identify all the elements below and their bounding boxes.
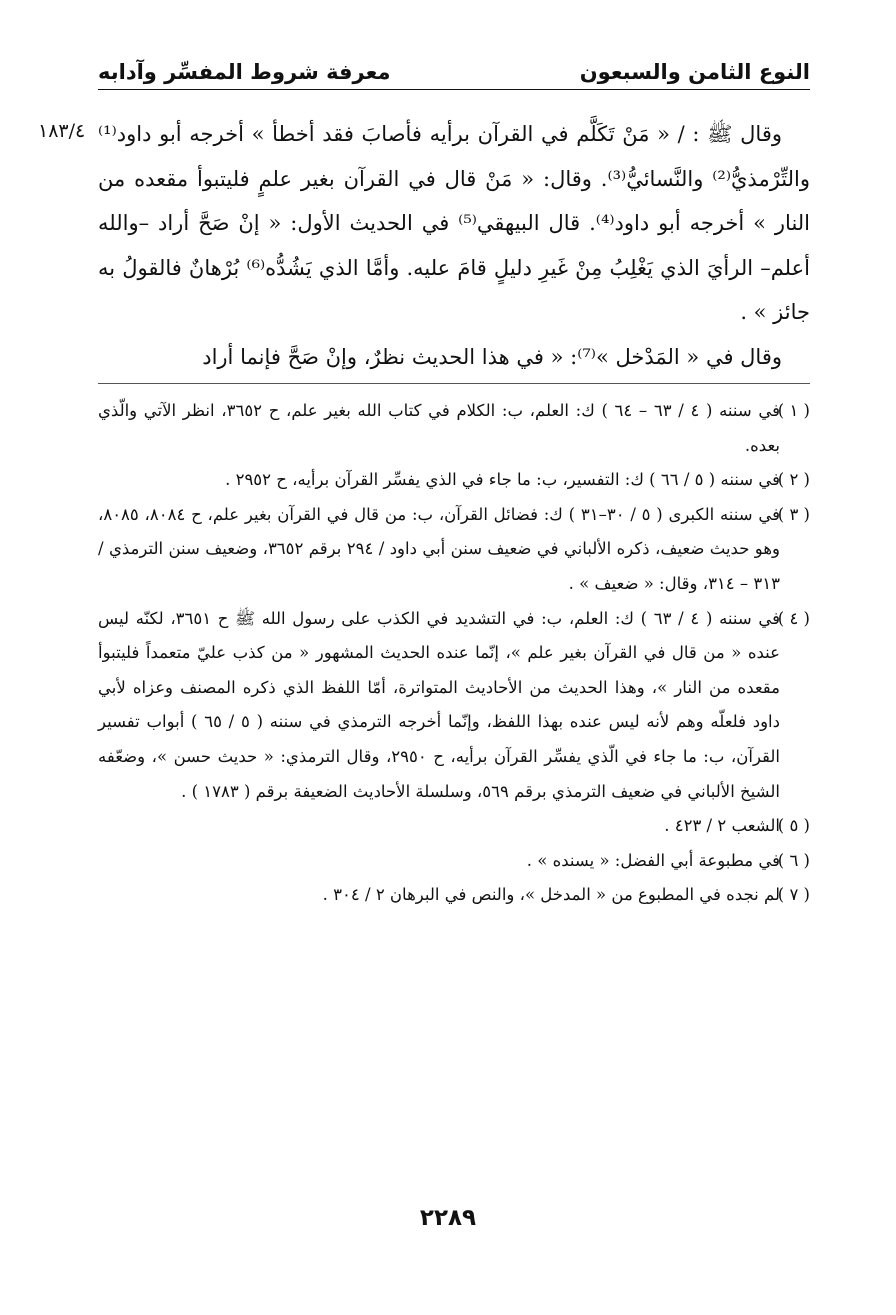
footnote-number: ( ٢ ) (777, 470, 810, 490)
main-text (98, 112, 810, 379)
footnote-5 (98, 809, 810, 844)
footnote-text: في سننه الكبرى ( ٥ / ٣٠–٣١ ) ك: فضائل القرآن، ب: من قال في القرآن بغير علم، ح ٨٠٨٤، ٨٠٨٥، وهو حديث ضعيف، ذكره الألباني في ضعيف سنن أبي داود / ٢٩٤ برقم ٣٦٥٢، وضعيف سنن الترمذي / ٣١٣ – ٣١٤، وقال: « ضعيف » . (98, 504, 780, 593)
footnote-text: الشعب ٢ / ٤٢٣ . (664, 816, 780, 836)
footnote-number: ( ٥ ) (777, 816, 810, 836)
footnote-number: ( ١ ) (777, 401, 810, 420)
footnote-3 (98, 498, 810, 602)
margin-reference: ١٨٣/٤ (38, 120, 86, 142)
footnote-2 (98, 463, 810, 498)
footnote-text: في سننه ( ٤ / ٦٣ ) ك: العلم، ب: في التشديد في الكذب على رسول الله ﷺ ح ٣٦٥١، لكنّه ليس عنده « من قال في القرآن بغير علم »، إنّما عنده الحديث المشهور « من كذب عليّ متعمداً فليتبوأ مقعده من النار »، وهذا الحديث من الأحاديث المتواترة، أمّا اللفظ الذي ذكره المصنف وعزاه لأبي داود فلعلّه وهم لأنه ليس عنده بهذا اللفظ، وإنّما أخرجه الترمذي في سننه ( ٥ / ٦٥ ) أبواب تفسير القرآن، ب: ما جاء في الّذي يفسِّر القرآن برأيه، ح ٢٩٥٠، وقال الترمذي: « حديث حسن »، وضعّفه الشيخ الألباني في ضعيف الترمذي برقم ٥٦٩، وسلسلة الأحاديث الضعيفة برقم ( ١٧٨٣ ) . (98, 608, 781, 801)
footnote-4 (98, 602, 810, 810)
footnote-number: ( ٤ ) (777, 608, 810, 628)
footnote-rule (98, 383, 810, 384)
footnote-number: ( ٦ ) (777, 850, 810, 870)
footnote-number: ( ٧ ) (777, 885, 810, 905)
footnote-text: لم نجده في المطبوع من « المدخل »، والنص في البرهان ٢ / ٣٠٤ . (322, 885, 780, 905)
chapter-title: النوع الثامن والسبعون (579, 60, 810, 84)
footnote-6 (98, 844, 810, 879)
section-title: معرفة شروط المفسِّر وآدابه (98, 60, 391, 84)
footnote-text: في سننه ( ٤ / ٦٣ – ٦٤ ) ك: العلم، ب: الكلام في كتاب الله بغير علم، ح ٣٦٥٢، انظر الآتي والّذي بعده. (98, 401, 780, 455)
main-paragraph-2: وقال في « المَدْخل »⁽⁷⁾: « في هذا الحديث نظرٌ، وإنْ صَحَّ فإنما أراد (202, 344, 782, 369)
footnote-text: في مطبوعة أبي الفضل: « يسنده » . (526, 850, 780, 870)
footnote-1 (98, 394, 810, 463)
main-paragraph-1: وقال ﷺ : / « مَنْ تَكَلَّم في القرآن برأيه فأصابَ فقد أخطأ » أخرجه أبو داود⁽¹⁾ والتِّرْمذيُّ⁽²⁾ والنَّسائيُّ⁽³⁾. وقال: « مَنْ قال في القرآن بغير علمٍ فليتبوأ مقعده من النار » أخرجه أبو داود⁽⁴⁾. قال البيهقي⁽⁵⁾ في الحديث الأول: « إنْ صَحَّ أراد –والله أعلم– الرأيَ الذي يَغْلِبُ مِنْ غَيرِ دليلٍ قامَ عليه. وأمَّا الذي يَشُدُّه⁽⁶⁾ بُرْهانٌ فالقولُ به جائز » . (98, 122, 811, 324)
footnote-number: ( ٣ ) (777, 504, 810, 524)
header-rule (98, 89, 810, 90)
running-header (98, 44, 810, 84)
page-number: ٢٢٨٩ (419, 1205, 477, 1231)
footnotes (98, 394, 810, 913)
footnote-text: في سننه ( ٥ / ٦٦ ) ك: التفسير، ب: ما جاء في الذي يفسِّر القرآن برأيه، ح ٢٩٥٢ . (225, 470, 780, 490)
footnote-7 (98, 878, 810, 913)
